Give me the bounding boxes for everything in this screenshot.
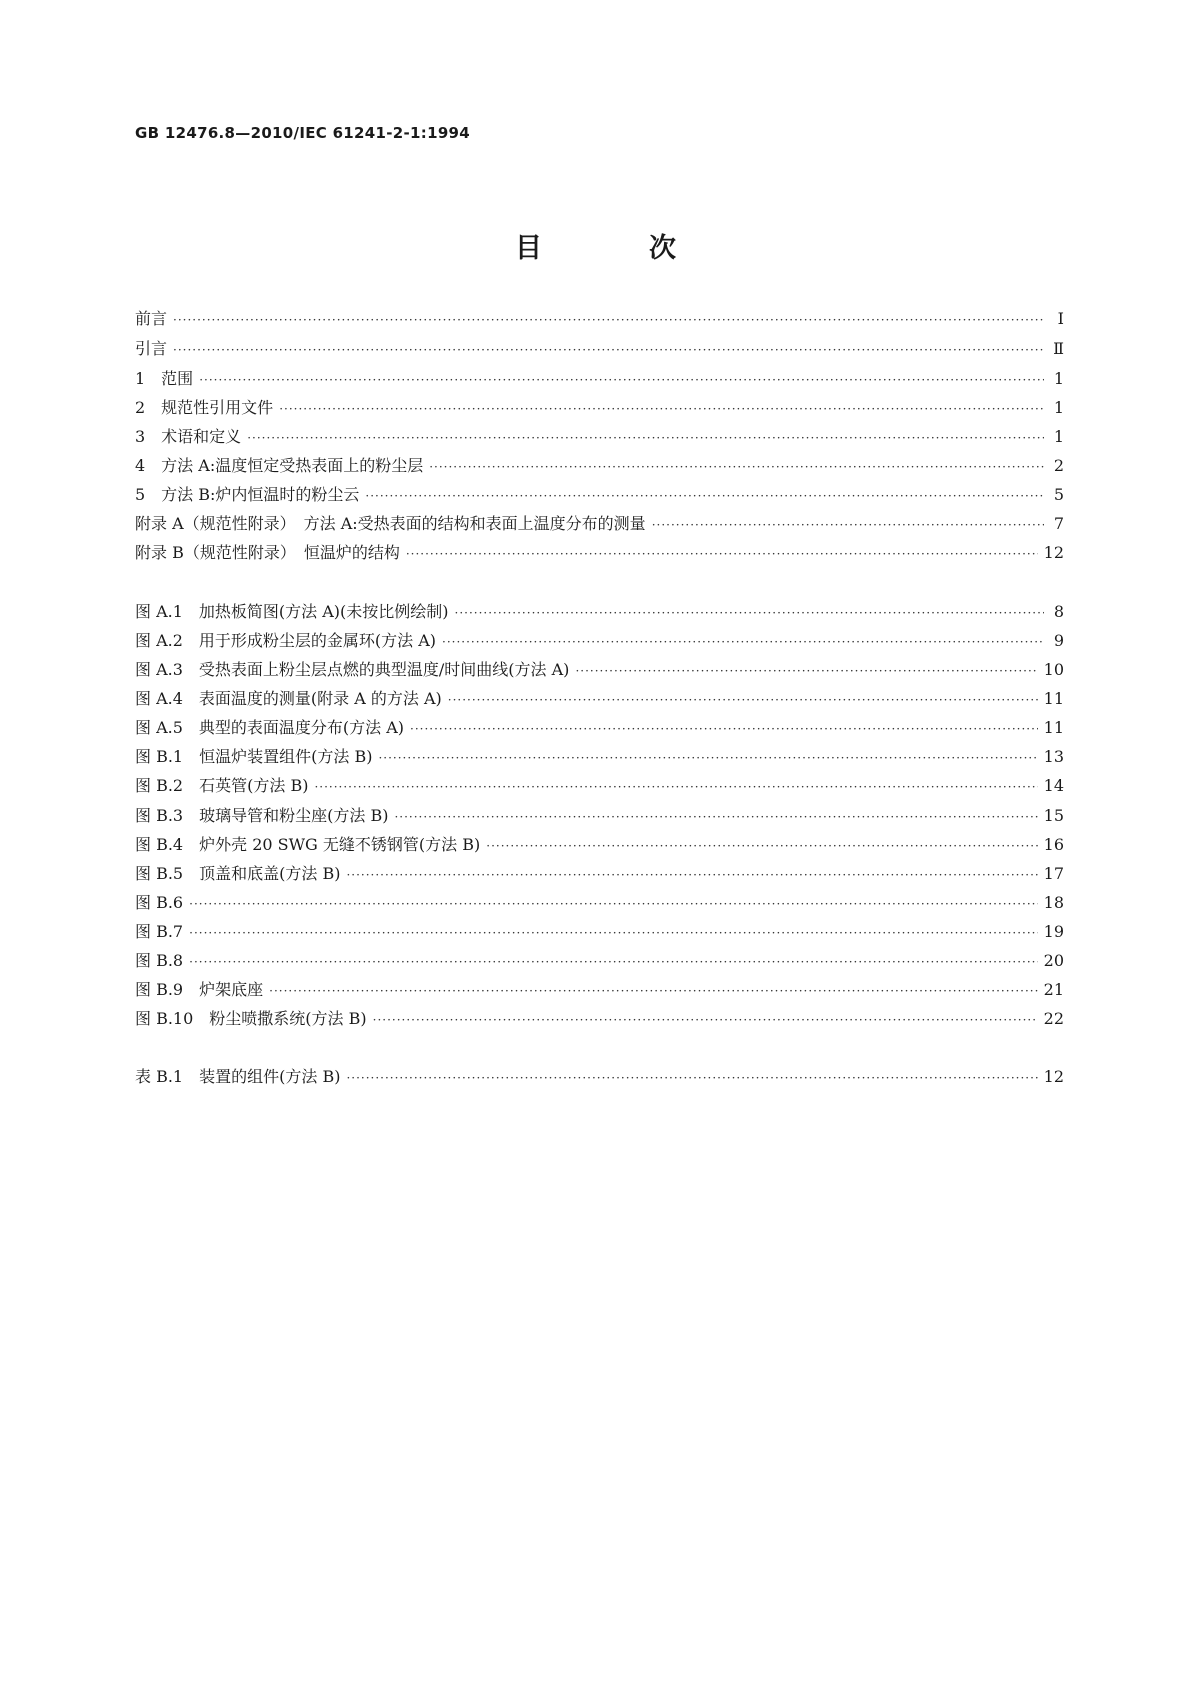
toc-entry-page: 17 (1043, 864, 1064, 883)
leader-dots (314, 780, 1037, 794)
toc-entry[interactable] (135, 977, 1064, 1001)
toc-entry[interactable] (135, 628, 1064, 652)
leader-dots (279, 402, 1044, 416)
toc-entry[interactable] (135, 948, 1064, 972)
toc-entry-label: 图 B.9 炉架底座 (135, 980, 264, 999)
toc-entry-label: 引言 (135, 339, 168, 358)
leader-dots (394, 810, 1037, 824)
toc-entry-page: 13 (1043, 747, 1064, 766)
leader-dots (448, 693, 1038, 707)
toc-entry-label: 图 A.1 加热板简图(方法 A)(未按比例绘制) (135, 602, 449, 621)
toc-entry-page: 7 (1053, 514, 1064, 533)
leader-dots (652, 518, 1044, 532)
toc-entry-label: 表 B.1 装置的组件(方法 B) (135, 1067, 341, 1086)
leader-dots (173, 313, 1044, 327)
leader-dots (575, 664, 1037, 678)
toc-entry-page: 21 (1043, 980, 1064, 999)
toc-entry-page: 5 (1053, 485, 1064, 504)
toc-entry[interactable] (135, 773, 1064, 797)
toc-entry-page: 11 (1043, 689, 1064, 708)
toc-entry-page: 22 (1043, 1009, 1064, 1028)
toc-entry-label: 图 B.3 玻璃导管和粉尘座(方法 B) (135, 806, 389, 825)
toc-entry[interactable] (135, 1064, 1064, 1088)
toc-entry-page: 1 (1053, 369, 1064, 388)
leader-dots (486, 839, 1037, 853)
toc-entry[interactable] (135, 482, 1064, 506)
toc-entry-page: 15 (1043, 806, 1064, 825)
toc-entry-label: 图 A.5 典型的表面温度分布(方法 A) (135, 718, 405, 737)
toc-entry-label: 图 B.8 (135, 951, 184, 970)
toc-entry-label: 附录 B（规范性附录） 恒温炉的结构 (135, 543, 400, 562)
toc-entry-page: 16 (1043, 835, 1064, 854)
leader-dots (247, 431, 1044, 445)
toc-entry-label: 1 范围 (135, 369, 194, 388)
leader-dots (365, 489, 1044, 503)
leader-dots (199, 373, 1044, 387)
leader-dots (189, 897, 1038, 911)
toc-entry[interactable] (135, 306, 1064, 330)
toc-entry-label: 4 方法 A:温度恒定受热表面上的粉尘层 (135, 456, 424, 475)
leader-dots (346, 1071, 1037, 1085)
toc-entry-label: 2 规范性引用文件 (135, 398, 274, 417)
toc-entry-page: Ⅱ (1053, 339, 1064, 358)
page-title: 目 次 (515, 233, 716, 264)
toc-entry[interactable] (135, 395, 1064, 419)
toc-entry-label: 3 术语和定义 (135, 427, 242, 446)
toc-entry-label: 图 A.2 用于形成粉尘层的金属环(方法 A) (135, 631, 437, 650)
toc-entry[interactable] (135, 686, 1064, 710)
toc-entry-label: 图 B.4 炉外壳 20 SWG 无缝不锈钢管(方法 B) (135, 835, 481, 854)
leader-dots (429, 460, 1044, 474)
toc-entry-label: 前言 (135, 309, 168, 328)
toc-entry-page: 18 (1043, 893, 1064, 912)
toc-entry-label: 图 B.1 恒温炉装置组件(方法 B) (135, 747, 373, 766)
toc-entry-page: 14 (1043, 776, 1064, 795)
toc-entry-page: 19 (1043, 922, 1064, 941)
leader-dots (269, 984, 1038, 998)
leader-dots (455, 606, 1044, 620)
toc-entry-page: 1 (1053, 427, 1064, 446)
toc-entry-page: 2 (1053, 456, 1064, 475)
toc-entry-page: Ⅰ (1057, 309, 1064, 328)
toc-entry[interactable] (135, 453, 1064, 477)
toc-entry-label: 图 B.6 (135, 893, 184, 912)
toc-entry-label: 图 A.4 表面温度的测量(附录 A 的方法 A) (135, 689, 442, 708)
toc-entry-label: 5 方法 B:炉内恒温时的粉尘云 (135, 485, 360, 504)
leader-dots (442, 635, 1044, 649)
toc-entry[interactable] (135, 511, 1064, 535)
toc-entry-page: 12 (1043, 1067, 1064, 1086)
toc-entry-page: 9 (1053, 631, 1064, 650)
toc-entry-label: 图 B.2 石英管(方法 B) (135, 776, 309, 795)
toc-entry[interactable] (135, 832, 1064, 856)
toc-entry-page: 1 (1053, 398, 1064, 417)
toc-entry-page: 8 (1053, 602, 1064, 621)
toc-entry[interactable] (135, 715, 1064, 739)
toc-entry-page: 11 (1043, 718, 1064, 737)
toc-entry-label: 附录 A（规范性附录） 方法 A:受热表面的结构和表面上温度分布的测量 (135, 514, 646, 533)
toc-entry-label: 图 B.7 (135, 922, 184, 941)
leader-dots (189, 955, 1038, 969)
leader-dots (406, 547, 1038, 561)
toc-entry[interactable] (135, 744, 1064, 768)
toc-entry-label: 图 B.10 粉尘喷撒系统(方法 B) (135, 1009, 367, 1028)
toc-entry-label: 图 A.3 受热表面上粉尘层点燃的典型温度/时间曲线(方法 A) (135, 660, 570, 679)
leader-dots (173, 343, 1044, 357)
toc-entry-page: 20 (1043, 951, 1064, 970)
toc-entry-label: 图 B.5 顶盖和底盖(方法 B) (135, 864, 341, 883)
leader-dots (378, 751, 1037, 765)
toc-entry[interactable] (135, 366, 1064, 390)
document-code-header (135, 124, 470, 142)
toc-entry[interactable] (135, 1006, 1064, 1030)
toc-entry[interactable] (135, 540, 1064, 564)
toc-entry[interactable] (135, 861, 1064, 885)
toc-entry[interactable] (135, 890, 1064, 914)
toc-entry[interactable] (135, 919, 1064, 943)
leader-dots (346, 868, 1037, 882)
toc-entry[interactable] (135, 424, 1064, 448)
standard-code: GB 12476.8—2010/IEC 61241-2-1:1994 (135, 124, 471, 142)
toc-entry[interactable] (135, 599, 1064, 623)
toc-entry-page: 12 (1043, 543, 1064, 562)
toc-entry[interactable] (135, 803, 1064, 827)
leader-dots (410, 722, 1038, 736)
toc-entry-page: 10 (1043, 660, 1064, 679)
leader-dots (189, 926, 1038, 940)
leader-dots (373, 1013, 1038, 1027)
toc-entry[interactable] (135, 336, 1064, 360)
toc-entry[interactable] (135, 657, 1064, 681)
